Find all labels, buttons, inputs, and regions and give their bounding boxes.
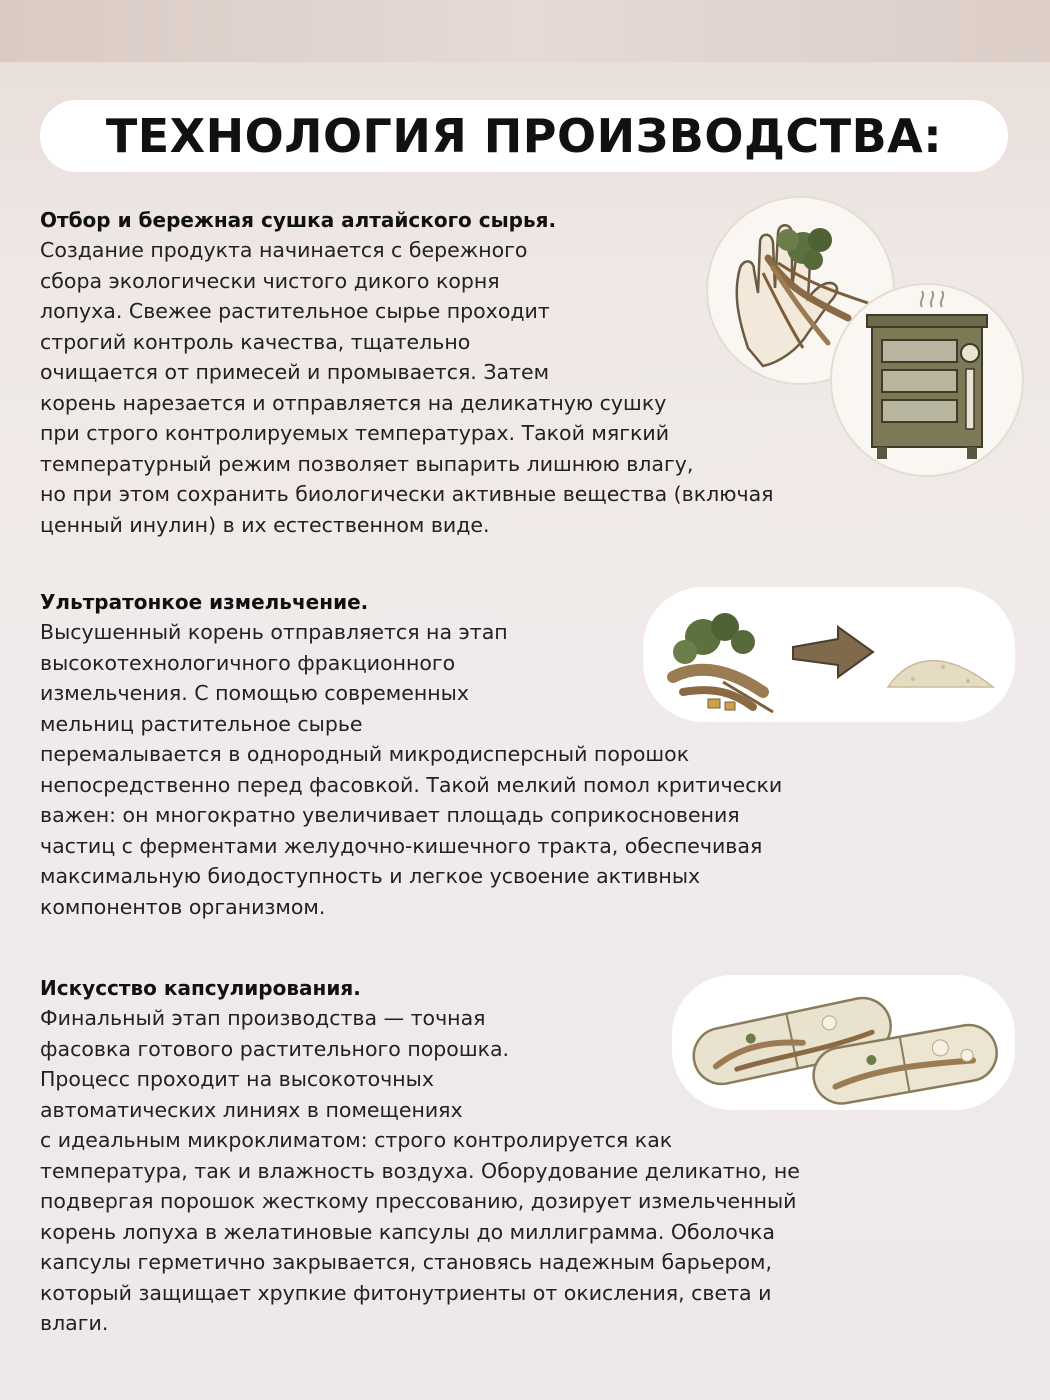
text-line: подвергая порошок жесткому прессованию, дозирует измельченный: [40, 1189, 797, 1213]
text-line: сбора экологически чистого дикого корня: [40, 268, 500, 293]
text-line: капсулы герметично закрывается, становясь надежным барьером,: [40, 1250, 772, 1274]
text-line: измельчения. С помощью современных: [40, 681, 469, 705]
text-line: компонентов организмом.: [40, 894, 326, 919]
section-heading: Отбор и бережная сушка алтайского сырья.: [40, 208, 557, 232]
text-line: температурный режим позволяет выпарить лишнюю влагу,: [40, 451, 694, 476]
text-line: Создание продукта начинается с бережного: [40, 238, 528, 262]
text-line: лопуха. Свежее растительное сырье проходит: [40, 299, 550, 323]
text-line: строгий контроль качества, тщательно: [40, 329, 471, 354]
text-line: корень лопуха в желатиновые капсулы до миллиграмма. Оболочка: [40, 1219, 775, 1244]
page-title: ТЕХНОЛОГИЯ ПРОИЗВОДСТВА:: [105, 109, 943, 163]
text-line: с идеальным микроклиматом: строго контролируется как: [40, 1128, 673, 1152]
text-line: который защищает хрупкие фитонутриенты от окисления, света и: [40, 1280, 772, 1305]
text-line: высокотехнологичного фракционного: [40, 650, 456, 675]
text-line: ценный инулин) в их естественном виде.: [40, 512, 490, 537]
text-line: автоматических линиях в помещениях: [40, 1097, 463, 1122]
text-line: корень нарезается и отправляется на деликатную сушку: [40, 390, 667, 415]
text-line: непосредственно перед фасовкой. Такой мелкий помол критически: [40, 772, 783, 797]
root-to-powder-icon: [643, 587, 1015, 722]
text-line: при строго контролируемых температурах. Такой мягкий: [40, 421, 670, 445]
text-line: перемалывается в однородный микродисперсный порошок: [40, 742, 690, 766]
text-line: температура, так и влажность воздуха. Оборудование деликатно, не: [40, 1158, 800, 1183]
text-line: но при этом сохранить биологически активные вещества (включая: [40, 482, 774, 506]
text-line: Финальный этап производства — точная: [40, 1006, 486, 1030]
text-line: частиц с ферментами желудочно-кишечного тракта, обеспечивая: [40, 833, 763, 858]
title-pill: [40, 100, 1008, 172]
capsules-icon: [672, 975, 1015, 1110]
text-line: влаги.: [40, 1311, 109, 1335]
section-heading: Искусство капсулирования.: [40, 976, 361, 1000]
section-heading: Ультратонкое измельчение.: [40, 590, 369, 614]
text-line: Процесс проходит на высокоточных: [40, 1067, 434, 1091]
text-line: очищается от примесей и промывается. Затем: [40, 360, 550, 384]
text-line: важен: он многократно увеличивает площадь соприкосновения: [40, 803, 740, 827]
text-line: максимальную биодоступность и легкое усвоение активных: [40, 864, 701, 888]
drying-cabinet-icon: [832, 285, 1022, 475]
text-line: Высушенный корень отправляется на этап: [40, 620, 508, 644]
top-band: [0, 0, 1050, 62]
text-line: мельниц растительное сырье: [40, 711, 363, 736]
text-line: фасовка готового растительного порошка.: [40, 1036, 510, 1061]
